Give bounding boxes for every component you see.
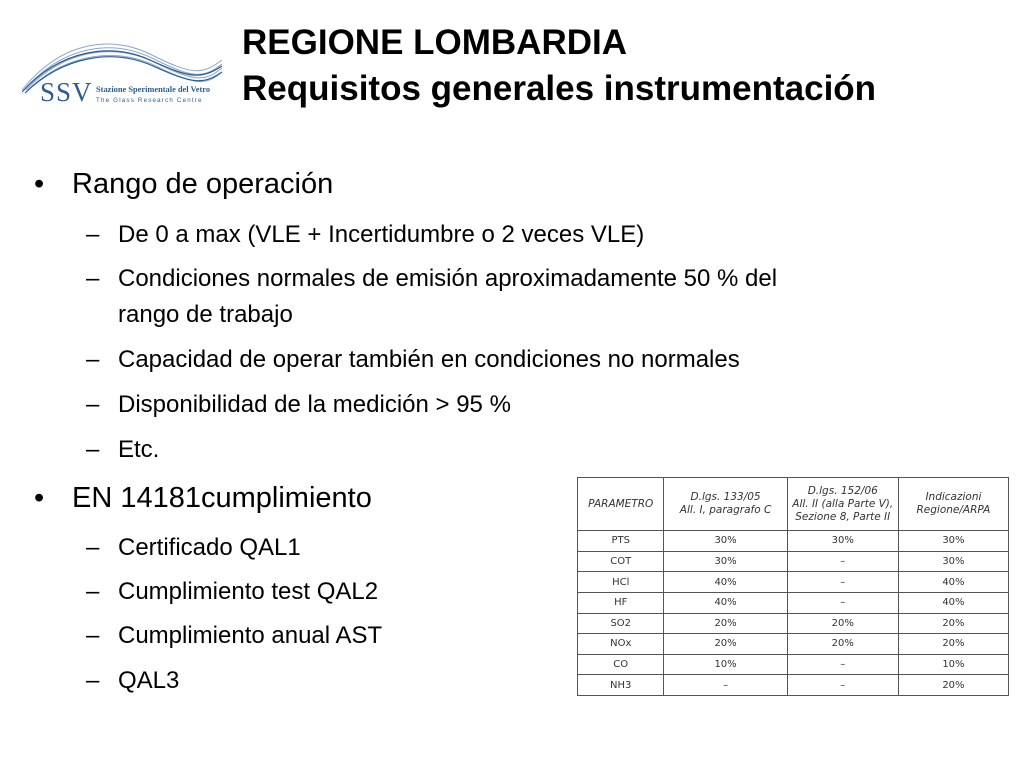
header-parametro (578, 478, 664, 531)
logo-mark: SSV (40, 77, 93, 107)
bullet-mark: • (34, 168, 45, 200)
sub-item (86, 345, 740, 375)
logo-name: Stazione Sperimentale del Vetro (96, 85, 211, 94)
logo-tagline: The Glass Research Centre (96, 97, 203, 104)
sub-item-text: Condiciones normales de emisión aproximadamente 50 % del (118, 265, 778, 292)
sub-item (86, 621, 383, 651)
table-cell: 20% (898, 613, 1008, 634)
sub-item-text: QAL3 (118, 667, 180, 694)
table-cell: CO (578, 654, 664, 675)
table-cell: 20% (787, 634, 898, 655)
sub-item-text: De 0 a max (VLE + Incertidumbre o 2 veces VLE) (118, 221, 645, 248)
table-cell: COT (578, 551, 664, 572)
header-indicazioni (898, 478, 1008, 531)
header-dlgs-133 (664, 478, 787, 531)
sub-item-text: Cumplimiento test QAL2 (118, 578, 379, 605)
table-cell: 10% (898, 654, 1008, 675)
table-cell: 10% (664, 654, 787, 675)
table-row (578, 654, 1009, 675)
table-cell: – (787, 592, 898, 613)
header-dlgs-152 (787, 478, 898, 531)
header-line: All. II (alla Parte V), (792, 497, 894, 510)
table-cell: SO2 (578, 613, 664, 634)
sub-item (86, 533, 301, 563)
dash-mark: – (86, 391, 100, 418)
table-cell: – (787, 572, 898, 593)
table-row (578, 634, 1009, 655)
table-cell: HCl (578, 572, 664, 593)
table-cell: NH3 (578, 675, 664, 696)
sub-item (86, 264, 778, 294)
header-line: PARAMETRO (588, 497, 654, 510)
table-cell: 40% (664, 592, 787, 613)
dash-mark: – (86, 578, 100, 605)
table-cell: PTS (578, 531, 664, 552)
table-cell: 30% (898, 551, 1008, 572)
sub-item-text: rango de trabajo (118, 301, 293, 328)
sub-item-text: Cumplimiento anual AST (118, 622, 383, 649)
title-line-1: REGIONE LOMBARDIA (242, 23, 627, 62)
parameters-table-grid (577, 477, 1009, 696)
table-cell: 40% (664, 572, 787, 593)
table-cell: 40% (898, 572, 1008, 593)
table-cell: – (787, 551, 898, 572)
bullet-rango (34, 168, 334, 201)
table-header-row (578, 478, 1009, 531)
sub-item (86, 666, 180, 696)
table-cell: 20% (664, 613, 787, 634)
table-cell: 20% (787, 613, 898, 634)
table-cell: 20% (664, 634, 787, 655)
table-cell: – (787, 675, 898, 696)
bullet-text: EN 14181cumplimiento (72, 482, 372, 514)
sub-item-text: Disponibilidad de la medición > 95 % (118, 391, 511, 418)
header-line: D.lgs. 133/05 (690, 491, 761, 503)
dash-mark: – (86, 436, 100, 463)
table-cell: NOx (578, 634, 664, 655)
table-cell: 40% (898, 592, 1008, 613)
header-line: Regione/ARPA (916, 504, 991, 516)
table-row (578, 613, 1009, 634)
parameters-table (577, 477, 1009, 696)
table-row (578, 551, 1009, 572)
header-line: Sezione 8, Parte II (795, 510, 891, 523)
sub-item (86, 220, 645, 250)
header-line: D.lgs. 152/06 (807, 484, 878, 497)
table-row (578, 531, 1009, 552)
dash-mark: – (86, 346, 100, 373)
table-cell: 30% (898, 531, 1008, 552)
sub-item (86, 577, 379, 607)
sub-item (86, 390, 511, 420)
table-row (578, 675, 1009, 696)
bullet-mark: • (34, 482, 45, 514)
sub-item-text: Etc. (118, 436, 160, 463)
sub-item-text: Capacidad de operar también en condiciones no normales (118, 346, 740, 373)
header-line: Indicazioni (925, 491, 982, 503)
sub-item-continuation (118, 300, 293, 330)
dash-mark: – (86, 534, 100, 561)
bullet-en14181 (34, 482, 372, 515)
table-row (578, 592, 1009, 613)
sub-item-text: Certificado QAL1 (118, 534, 301, 561)
table-cell: 30% (664, 551, 787, 572)
dash-mark: – (86, 221, 100, 248)
table-cell: HF (578, 592, 664, 613)
table-cell: 30% (787, 531, 898, 552)
table-cell: 30% (664, 531, 787, 552)
bullet-text: Rango de operación (72, 168, 334, 200)
dash-mark: – (86, 667, 100, 694)
dash-mark: – (86, 622, 100, 649)
table-cell: – (787, 654, 898, 675)
table-row (578, 572, 1009, 593)
header-line: All. I, paragrafo C (679, 504, 772, 516)
sub-item (86, 435, 160, 465)
table-cell: 20% (898, 675, 1008, 696)
title-line-2: Requisitos generales instrumentación (242, 69, 877, 108)
dash-mark: – (86, 265, 100, 292)
table-cell: 20% (898, 634, 1008, 655)
table-cell: – (664, 675, 787, 696)
